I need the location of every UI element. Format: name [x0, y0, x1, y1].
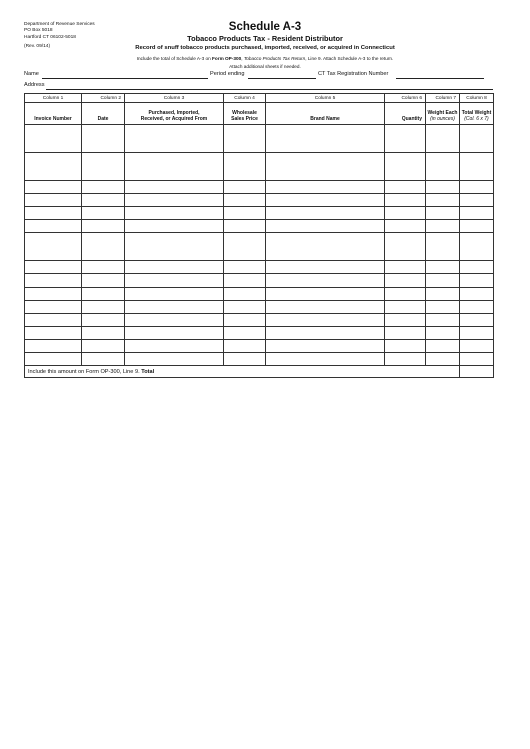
table-row — [25, 125, 494, 153]
invoice-number-header — [25, 103, 82, 125]
column-1-number: Column 1 — [25, 94, 82, 103]
cell[interactable] — [460, 313, 494, 326]
cell[interactable] — [125, 274, 224, 287]
acquired-from-header — [125, 103, 224, 125]
cell[interactable] — [460, 300, 494, 313]
invoice-number-header-text: Invoice Number — [34, 116, 72, 122]
cell[interactable] — [25, 125, 82, 153]
quantity-header-text: Quantity — [401, 116, 422, 122]
cell[interactable] — [25, 233, 82, 261]
cell[interactable] — [426, 207, 460, 220]
cell[interactable] — [224, 153, 266, 181]
cell[interactable] — [426, 339, 460, 352]
cell[interactable] — [266, 353, 385, 366]
cell[interactable] — [385, 313, 426, 326]
cell[interactable] — [224, 194, 266, 207]
cell[interactable] — [266, 326, 385, 339]
total-label — [25, 366, 460, 378]
cell[interactable] — [266, 207, 385, 220]
cell[interactable] — [125, 181, 224, 194]
cell[interactable] — [224, 326, 266, 339]
instr-post: , Line 9. Attach Schedule A-3 to the return. — [305, 56, 394, 61]
cell[interactable] — [25, 274, 82, 287]
cell[interactable] — [82, 125, 125, 153]
cell[interactable] — [266, 125, 385, 153]
cell[interactable] — [125, 125, 224, 153]
table-row — [25, 261, 494, 274]
cell[interactable] — [82, 339, 125, 352]
instr-return-name: Tobacco Products Tax Return — [243, 56, 306, 61]
total-weight-header-line1: Total Weight — [461, 110, 492, 116]
brand-name-header-text: Brand Name — [310, 116, 340, 122]
table-row — [25, 313, 494, 326]
brand-name-header — [266, 103, 385, 125]
revision-date: (Rev. 09/14) — [24, 43, 51, 49]
acquired-from-header-line2: Received, or Acquired From — [140, 116, 208, 122]
cell[interactable] — [25, 181, 82, 194]
cell[interactable] — [426, 125, 460, 153]
agency-po-box: PO Box 5018 — [24, 28, 53, 34]
table-row — [25, 220, 494, 233]
name-label: Name — [24, 71, 39, 77]
cell[interactable] — [460, 207, 494, 220]
weight-each-header-line1: Weight Each — [427, 110, 458, 116]
cell[interactable] — [25, 287, 82, 300]
registration-field[interactable] — [396, 78, 484, 79]
cell[interactable] — [25, 313, 82, 326]
table-row — [25, 353, 494, 366]
cell[interactable] — [426, 274, 460, 287]
cell[interactable] — [82, 300, 125, 313]
cell[interactable] — [385, 153, 426, 181]
column-8-number: Column 8 — [460, 94, 494, 103]
cell[interactable] — [385, 353, 426, 366]
cell[interactable] — [385, 207, 426, 220]
cell[interactable] — [125, 287, 224, 300]
cell[interactable] — [266, 233, 385, 261]
column-6-number: Column 6 — [385, 94, 426, 103]
address-label: Address — [24, 82, 45, 88]
cell[interactable] — [426, 181, 460, 194]
weight-each-header — [426, 103, 460, 125]
cell[interactable] — [426, 287, 460, 300]
cell[interactable] — [82, 153, 125, 181]
sales-price-header-line1: Wholesale — [232, 110, 257, 116]
column-header-row — [25, 103, 494, 125]
cell[interactable] — [25, 153, 82, 181]
cell[interactable] — [460, 339, 494, 352]
cell[interactable] — [266, 274, 385, 287]
cell[interactable] — [426, 233, 460, 261]
table-row — [25, 207, 494, 220]
cell[interactable] — [460, 326, 494, 339]
table-row — [25, 287, 494, 300]
total-amount-cell[interactable] — [460, 366, 494, 378]
cell[interactable] — [266, 181, 385, 194]
cell[interactable] — [426, 194, 460, 207]
cell[interactable] — [125, 339, 224, 352]
sales-price-header — [224, 103, 266, 125]
cell[interactable] — [266, 300, 385, 313]
cell[interactable] — [426, 326, 460, 339]
cell[interactable] — [266, 339, 385, 352]
taxpayer-info-row — [24, 71, 494, 81]
cell[interactable] — [460, 274, 494, 287]
cell[interactable] — [460, 153, 494, 181]
registration-label: CT Tax Registration Number — [318, 71, 389, 77]
cell[interactable] — [460, 220, 494, 233]
cell[interactable] — [82, 326, 125, 339]
cell[interactable] — [460, 181, 494, 194]
instructions — [0, 55, 530, 70]
cell[interactable] — [385, 274, 426, 287]
weight-each-header-unit: (in ounces) — [430, 116, 455, 122]
cell[interactable] — [125, 300, 224, 313]
cell[interactable] — [224, 300, 266, 313]
cell[interactable] — [266, 194, 385, 207]
cell[interactable] — [82, 274, 125, 287]
table-row — [25, 274, 494, 287]
cell[interactable] — [385, 326, 426, 339]
cell[interactable] — [224, 220, 266, 233]
cell[interactable] — [385, 300, 426, 313]
cell[interactable] — [82, 220, 125, 233]
agency-city: Hartford CT 06102-5018 — [24, 34, 76, 40]
period-ending-label: Period ending — [210, 71, 245, 77]
column-3-number: Column 3 — [125, 94, 224, 103]
column-2-number: Column 2 — [82, 94, 125, 103]
cell[interactable] — [224, 125, 266, 153]
cell[interactable] — [82, 181, 125, 194]
cell[interactable] — [82, 313, 125, 326]
table-row — [25, 339, 494, 352]
cell[interactable] — [125, 326, 224, 339]
cell[interactable] — [224, 313, 266, 326]
cell[interactable] — [224, 261, 266, 274]
cell[interactable] — [125, 233, 224, 261]
cell[interactable] — [385, 287, 426, 300]
cell[interactable] — [125, 194, 224, 207]
cell[interactable] — [460, 194, 494, 207]
cell[interactable] — [25, 300, 82, 313]
cell[interactable] — [460, 261, 494, 274]
cell[interactable] — [125, 261, 224, 274]
instr-pre: Include the total of Schedule A-3 on — [136, 56, 213, 61]
cell[interactable] — [125, 153, 224, 181]
cell[interactable] — [82, 194, 125, 207]
sales-price-header-line2: Sales Price — [231, 116, 258, 122]
table-row — [25, 181, 494, 194]
cell[interactable] — [385, 261, 426, 274]
cell[interactable] — [224, 339, 266, 352]
cell[interactable] — [82, 287, 125, 300]
cell[interactable] — [460, 125, 494, 153]
total-label-text: Include this amount on Form OP-300, Line 9. — [28, 368, 142, 375]
cell[interactable] — [460, 233, 494, 261]
date-header-text: Date — [97, 116, 109, 122]
column-number-row — [25, 94, 494, 103]
record-description: Record of snuff tobacco products purchased, imported, received, or acquired in Connecticut — [135, 45, 395, 51]
schedule-table — [24, 93, 494, 378]
cell[interactable] — [426, 261, 460, 274]
cell[interactable] — [224, 353, 266, 366]
cell[interactable] — [426, 153, 460, 181]
cell[interactable] — [266, 153, 385, 181]
total-weight-header — [460, 103, 494, 125]
table-row — [25, 300, 494, 313]
cell[interactable] — [460, 287, 494, 300]
table-row — [25, 194, 494, 207]
table-row — [25, 233, 494, 261]
cell[interactable] — [25, 207, 82, 220]
cell[interactable] — [266, 220, 385, 233]
cell[interactable] — [460, 353, 494, 366]
cell[interactable] — [82, 261, 125, 274]
cell[interactable] — [25, 339, 82, 352]
cell[interactable] — [224, 274, 266, 287]
cell[interactable] — [385, 125, 426, 153]
column-4-number: Column 4 — [224, 94, 266, 103]
cell[interactable] — [25, 326, 82, 339]
cell[interactable] — [426, 353, 460, 366]
agency-name: Department of Revenue Services — [24, 22, 95, 27]
cell[interactable] — [426, 313, 460, 326]
instr-form: Form OP-300 — [212, 56, 242, 61]
total-label-bold: Total — [141, 368, 155, 375]
schedule-title: Schedule A-3 — [228, 21, 302, 33]
name-field[interactable] — [42, 78, 208, 79]
cell[interactable] — [426, 220, 460, 233]
schedule-subtitle: Tobacco Products Tax - Resident Distributor — [187, 34, 343, 43]
cell[interactable] — [266, 287, 385, 300]
cell[interactable] — [25, 220, 82, 233]
cell[interactable] — [125, 220, 224, 233]
cell[interactable] — [125, 353, 224, 366]
address-field[interactable] — [46, 89, 493, 90]
address-row — [24, 82, 494, 92]
cell[interactable] — [82, 233, 125, 261]
cell[interactable] — [385, 181, 426, 194]
total-row — [25, 366, 494, 378]
cell[interactable] — [224, 181, 266, 194]
cell[interactable] — [385, 220, 426, 233]
cell[interactable] — [385, 339, 426, 352]
cell[interactable] — [224, 287, 266, 300]
cell[interactable] — [224, 207, 266, 220]
date-header — [82, 103, 125, 125]
instr-comma: , — [241, 56, 244, 61]
cell[interactable] — [385, 233, 426, 261]
cell[interactable] — [385, 194, 426, 207]
column-5-number: Column 5 — [266, 94, 385, 103]
instructions-line-1 — [0, 55, 530, 63]
cell[interactable] — [266, 313, 385, 326]
period-ending-field[interactable] — [248, 78, 316, 79]
cell[interactable] — [426, 300, 460, 313]
acquired-from-header-line1: Purchased, Imported, — [148, 110, 200, 116]
cell[interactable] — [82, 353, 125, 366]
cell[interactable] — [82, 207, 125, 220]
instructions-line-2: Attach additional sheets if needed. — [229, 63, 301, 69]
cell[interactable] — [224, 233, 266, 261]
cell[interactable] — [25, 194, 82, 207]
total-weight-header-formula: (Col. 6 x 7) — [464, 116, 489, 122]
cell[interactable] — [25, 261, 82, 274]
cell[interactable] — [125, 313, 224, 326]
cell[interactable] — [125, 207, 224, 220]
cell[interactable] — [266, 261, 385, 274]
column-7-number: Column 7 — [426, 94, 460, 103]
cell[interactable] — [25, 353, 82, 366]
table-row — [25, 326, 494, 339]
quantity-header — [385, 103, 426, 125]
table-row — [25, 153, 494, 181]
